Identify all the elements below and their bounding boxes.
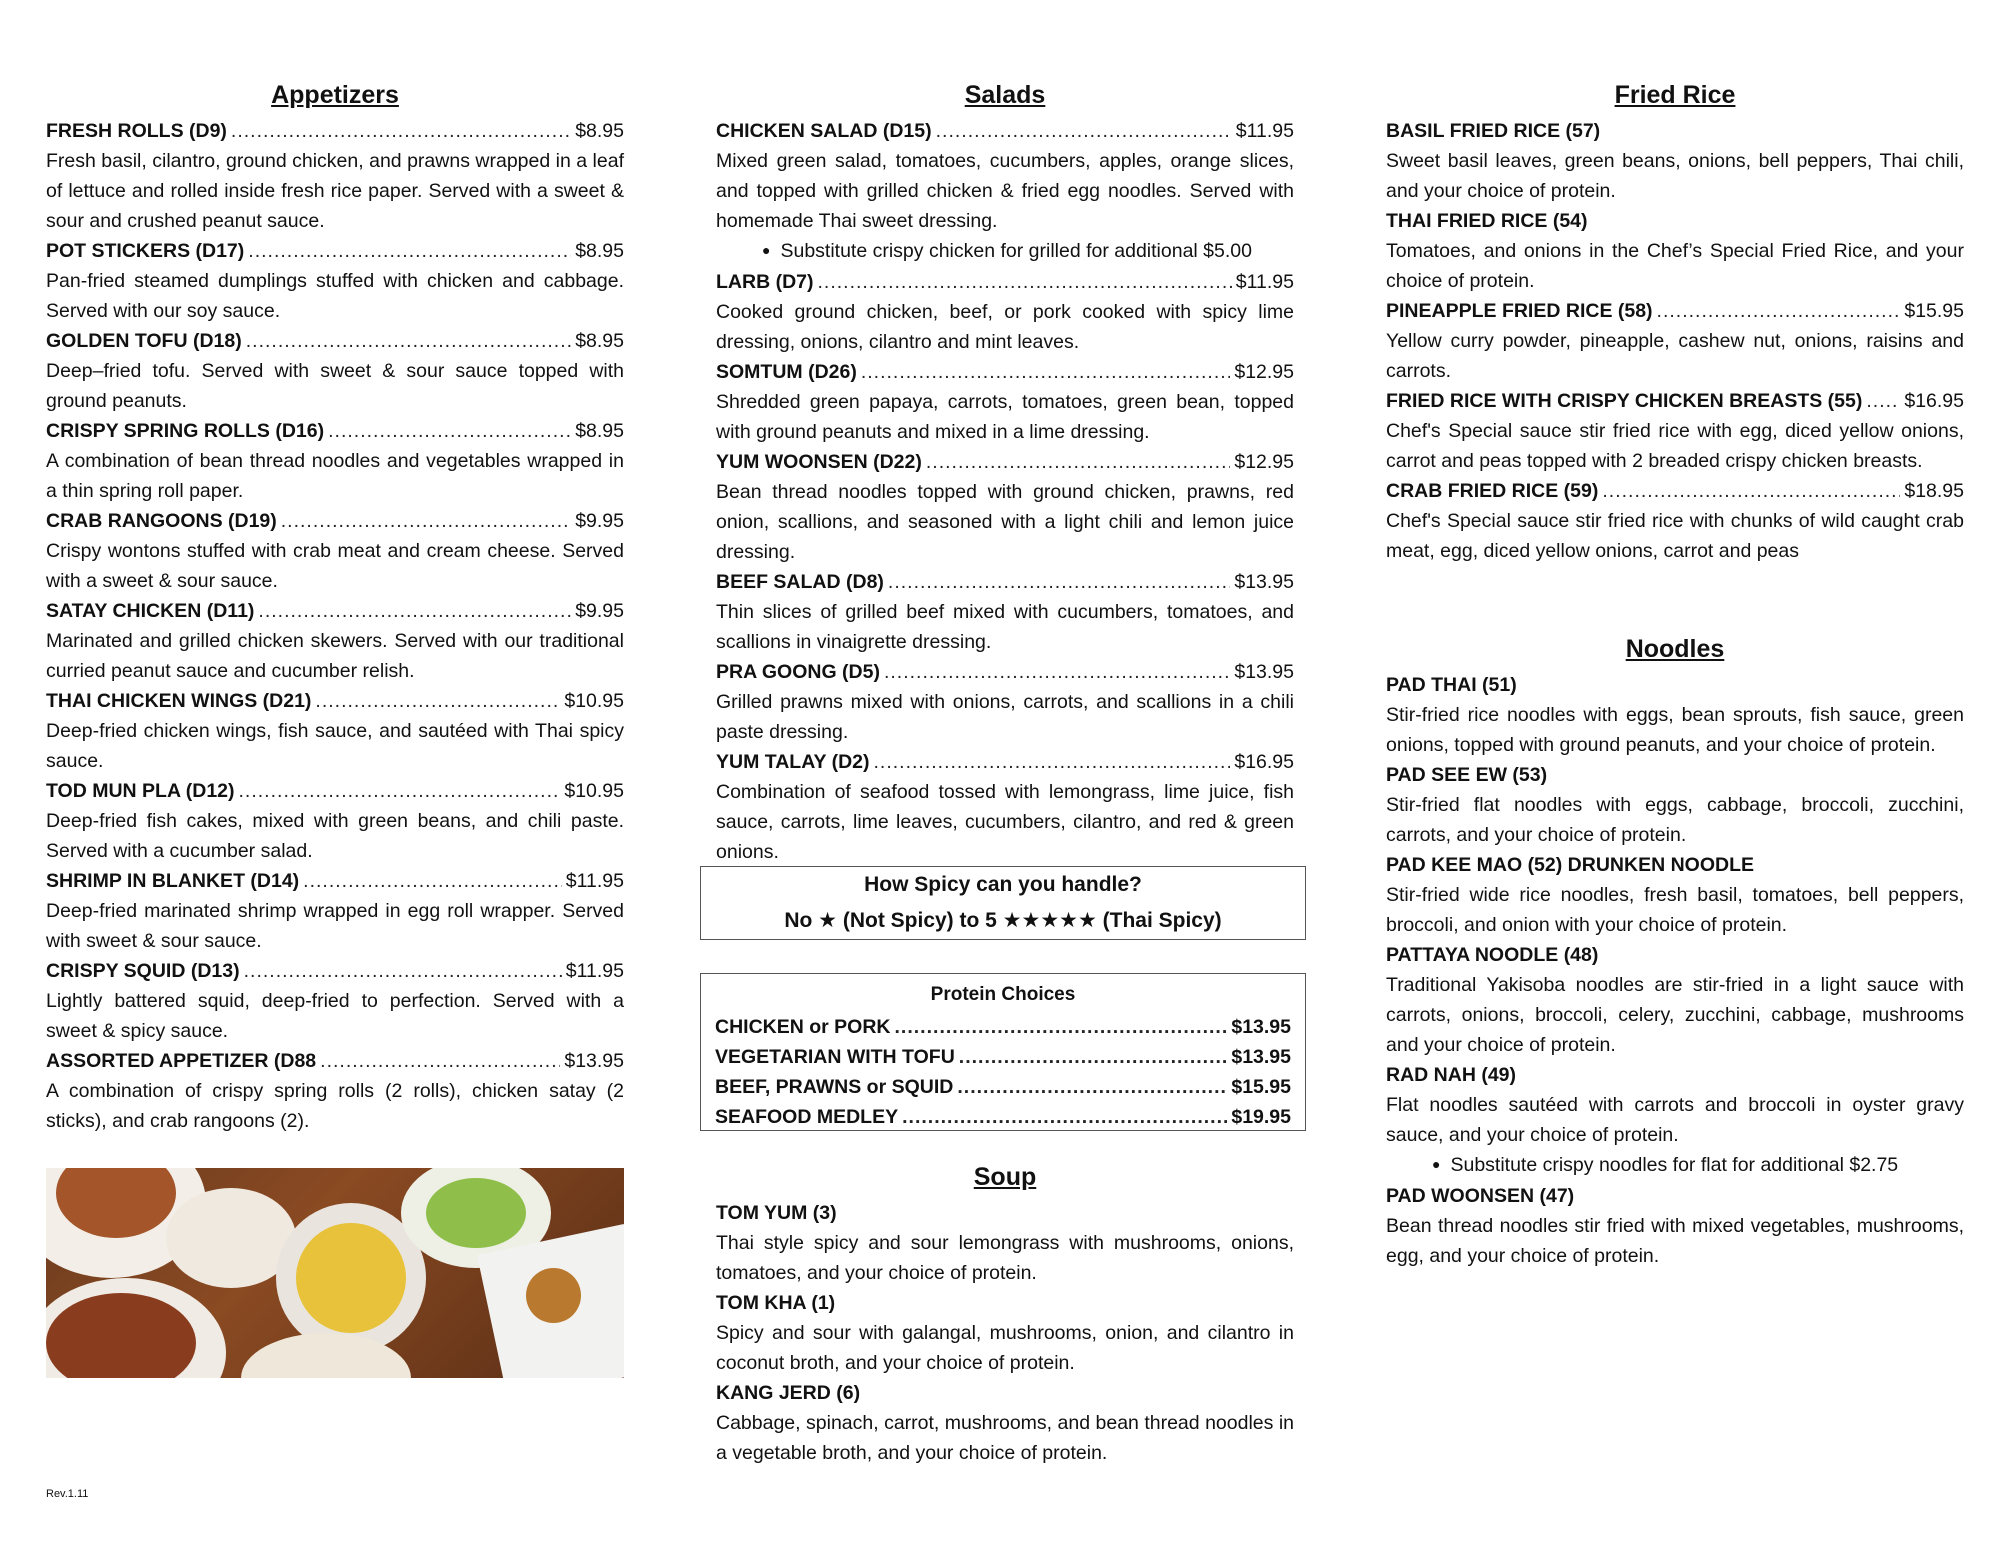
menu-item bbox=[1386, 206, 1964, 296]
menu-item-header bbox=[1386, 116, 1964, 146]
menu-item-header bbox=[46, 1046, 624, 1076]
menu-item-description: Stir-fried wide rice noodles, fresh basil, tomatoes, bell peppers, broccoli, and onion with your choice of protein. bbox=[1386, 884, 1964, 936]
menu-item-description: Deep-fried fish cakes, mixed with green beans, and chili paste. Served with a cucumber salad. bbox=[46, 810, 624, 862]
menu-item-description: Mixed green salad, tomatoes, cucumbers, apples, orange slices, and topped with grilled chicken & fried egg noodles. Served with homemade Thai sweet dressing. bbox=[716, 150, 1294, 232]
dot-leader bbox=[248, 236, 571, 266]
menu-item-name: PAD WOONSEN (47) bbox=[1386, 1185, 1575, 1207]
menu-item-header bbox=[716, 1378, 1294, 1408]
dot-leader bbox=[328, 416, 571, 446]
dot-leader bbox=[281, 506, 571, 536]
menu-item-name: BEEF SALAD (D8) bbox=[716, 571, 884, 593]
menu-item bbox=[46, 326, 624, 416]
menu-item bbox=[46, 506, 624, 596]
menu-item-name: PINEAPPLE FRIED RICE (58) bbox=[1386, 300, 1653, 322]
dot-leader bbox=[926, 447, 1230, 477]
menu-item-description: Bean thread noodles stir fried with mixed vegetables, mushrooms, egg, and your choice of protein. bbox=[1386, 1215, 1964, 1267]
dot-leader bbox=[818, 267, 1232, 297]
menu-item-description: Cabbage, spinach, carrot, mushrooms, and bean thread noodles in a vegetable broth, and your choice of protein. bbox=[716, 1412, 1294, 1464]
menu-item-description: Traditional Yakisoba noodles are stir-fried in a light sauce with carrots, onions, broccoli, celery, zucchini, cabbage, mushrooms and your choice of protein. bbox=[1386, 974, 1964, 1056]
dot-leader bbox=[957, 1072, 1227, 1102]
soup-list bbox=[716, 1198, 1294, 1468]
menu-item-price: $12.95 bbox=[1234, 361, 1294, 383]
menu-item-price: $12.95 bbox=[1234, 451, 1294, 473]
menu-item bbox=[716, 1288, 1294, 1378]
menu-item-header bbox=[1386, 476, 1964, 506]
spicy-scale: No ★ (Not Spicy) to 5 ★★★★★ (Thai Spicy) bbox=[784, 909, 1222, 932]
menu-item bbox=[1386, 1181, 1964, 1271]
menu-item-name: BASIL FRIED RICE (57) bbox=[1386, 120, 1601, 142]
menu-item-description: Deep–fried tofu. Served with sweet & sour sauce topped with ground peanuts. bbox=[46, 360, 624, 412]
menu-item-name: LARB (D7) bbox=[716, 271, 814, 293]
fried-rice-title: Fried Rice bbox=[1614, 81, 1736, 109]
menu-item-name: PAD KEE MAO (52) DRUNKEN NOODLE bbox=[1386, 854, 1754, 876]
menu-item-description: Fresh basil, cilantro, ground chicken, and prawns wrapped in a leaf of lettuce and rolled inside fresh rice paper. Served with a sweet & sour and crushed peanut sauce. bbox=[46, 150, 624, 232]
menu-item bbox=[1386, 940, 1964, 1060]
menu-item bbox=[716, 657, 1294, 747]
menu-item-name: FRESH ROLLS (D9) bbox=[46, 120, 227, 142]
protein-choice-price: $13.95 bbox=[1231, 1016, 1291, 1038]
menu-item-name: SHRIMP IN BLANKET (D14) bbox=[46, 870, 300, 892]
spicy-level-box bbox=[700, 866, 1306, 940]
menu-item-price: $18.95 bbox=[1904, 480, 1964, 502]
menu-item bbox=[1386, 116, 1964, 206]
menu-item bbox=[46, 686, 624, 776]
menu-item-price: $13.95 bbox=[564, 1050, 624, 1072]
protein-choices-title: Protein Choices bbox=[930, 984, 1076, 1005]
menu-item-header bbox=[1386, 386, 1964, 416]
menu-item bbox=[716, 1378, 1294, 1468]
menu-item-header bbox=[716, 747, 1294, 777]
protein-choice-name: VEGETARIAN WITH TOFU bbox=[715, 1046, 955, 1068]
menu-item-price: $9.95 bbox=[575, 510, 624, 532]
protein-list bbox=[715, 1012, 1291, 1132]
menu-item-name: PAD SEE EW (53) bbox=[1386, 764, 1548, 786]
protein-choice-name: SEAFOOD MEDLEY bbox=[715, 1106, 899, 1128]
dot-leader bbox=[231, 116, 571, 146]
menu-item-description: Deep-fried marinated shrimp wrapped in egg roll wrapper. Served with sweet & sour sauce. bbox=[46, 900, 624, 952]
menu-item-description: Lightly battered squid, deep-fried to perfection. Served with a sweet & spicy sauce. bbox=[46, 990, 624, 1042]
menu-item-name: PRA GOONG (D5) bbox=[716, 661, 880, 683]
menu-item-description: Flat noodles sautéed with carrots and broccoli in oyster gravy sauce, and your choice of protein. bbox=[1386, 1094, 1964, 1146]
menu-item-price: $13.95 bbox=[1234, 661, 1294, 683]
dot-leader bbox=[888, 567, 1230, 597]
menu-item bbox=[1386, 386, 1964, 476]
menu-item bbox=[716, 747, 1294, 867]
menu-item bbox=[1386, 296, 1964, 386]
dot-leader bbox=[1866, 386, 1900, 416]
menu-item-name: PATTAYA NOODLE (48) bbox=[1386, 944, 1599, 966]
fried-rice-list bbox=[1386, 116, 1964, 566]
menu-item-description: A combination of bean thread noodles and vegetables wrapped in a thin spring roll paper. bbox=[46, 450, 624, 502]
menu-item-description: Yellow curry powder, pineapple, cashew nut, onions, raisins and carrots. bbox=[1386, 330, 1964, 382]
menu-item-price: $15.95 bbox=[1904, 300, 1964, 322]
menu-item-price: $8.95 bbox=[575, 240, 624, 262]
menu-item-description: Shredded green papaya, carrots, tomatoes, green bean, topped with ground peanuts and mixed in a lime dressing. bbox=[716, 391, 1294, 443]
menu-item-name: ASSORTED APPETIZER (D88 bbox=[46, 1050, 317, 1072]
menu-item-price: $8.95 bbox=[575, 120, 624, 142]
menu-item-name: TOM YUM (3) bbox=[716, 1202, 837, 1224]
menu-item-description: Pan-fried steamed dumplings stuffed with chicken and cabbage. Served with our soy sauce. bbox=[46, 270, 624, 322]
menu-item-description: A combination of crispy spring rolls (2 rolls), chicken satay (2 sticks), and crab rangoons (2). bbox=[46, 1080, 624, 1132]
menu-item-description: Spicy and sour with galangal, mushrooms, onion, and cilantro in coconut broth, and your choice of protein. bbox=[716, 1322, 1294, 1374]
menu-item-price: $9.95 bbox=[575, 600, 624, 622]
menu-item-header bbox=[1386, 850, 1964, 880]
menu-item-price: $11.95 bbox=[1235, 120, 1294, 142]
menu-item-header bbox=[716, 1198, 1294, 1228]
menu-item-header bbox=[1386, 940, 1964, 970]
soup-title: Soup bbox=[973, 1163, 1037, 1191]
protein-choice-name: BEEF, PRAWNS or SQUID bbox=[715, 1076, 954, 1098]
menu-item bbox=[1386, 1060, 1964, 1181]
appetizers-list bbox=[46, 116, 624, 1136]
menu-item bbox=[46, 236, 624, 326]
menu-item-name: TOM KHA (1) bbox=[716, 1292, 836, 1314]
menu-item-name: THAI CHICKEN WINGS (D21) bbox=[46, 690, 312, 712]
protein-choice-price: $13.95 bbox=[1231, 1046, 1291, 1068]
fried-rice-section bbox=[1386, 80, 1964, 566]
salads-section bbox=[716, 80, 1294, 867]
salads-list bbox=[716, 116, 1294, 867]
menu-item-name: SATAY CHICKEN (D11) bbox=[46, 600, 255, 622]
menu-item bbox=[46, 416, 624, 506]
dot-leader bbox=[959, 1042, 1228, 1072]
dot-leader bbox=[258, 596, 571, 626]
yellow-curry-image bbox=[296, 1223, 406, 1333]
revision-label: Rev.1.11 bbox=[46, 1488, 89, 1500]
protein-choice-price: $19.95 bbox=[1231, 1106, 1291, 1128]
menu-item-header bbox=[716, 1288, 1294, 1318]
menu-item bbox=[716, 567, 1294, 657]
dot-leader bbox=[320, 1046, 560, 1076]
menu-item-header bbox=[46, 596, 624, 626]
menu-item-description: Sweet basil leaves, green beans, onions, bell peppers, Thai chili, and your choice of protein. bbox=[1386, 150, 1964, 202]
menu-item-header bbox=[1386, 1181, 1964, 1211]
dot-leader bbox=[315, 686, 560, 716]
menu-item-description: Deep-fried chicken wings, fish sauce, and sautéed with Thai spicy sauce. bbox=[46, 720, 624, 772]
dot-leader bbox=[884, 657, 1230, 687]
menu-item bbox=[1386, 850, 1964, 940]
menu-item-name: POT STICKERS (D17) bbox=[46, 240, 245, 262]
menu-item-name: PAD THAI (51) bbox=[1386, 674, 1517, 696]
menu-item-name: GOLDEN TOFU (D18) bbox=[46, 330, 242, 352]
protein-choice-row bbox=[715, 1012, 1291, 1042]
menu-item-price: $13.95 bbox=[1234, 571, 1294, 593]
menu-item-name: CRISPY SPRING ROLLS (D16) bbox=[46, 420, 325, 442]
menu-item-name: THAI FRIED RICE (54) bbox=[1386, 210, 1588, 232]
salads-title: Salads bbox=[964, 81, 1046, 109]
protein-choice-row bbox=[715, 1042, 1291, 1072]
menu-item-price: $8.95 bbox=[575, 420, 624, 442]
menu-item-header bbox=[716, 357, 1294, 387]
menu-item bbox=[46, 776, 624, 866]
dot-leader bbox=[239, 776, 561, 806]
dot-leader bbox=[244, 956, 562, 986]
dot-leader bbox=[303, 866, 562, 896]
menu-item bbox=[716, 116, 1294, 267]
noodles-title: Noodles bbox=[1625, 635, 1725, 663]
menu-item-description: Thin slices of grilled beef mixed with cucumbers, tomatoes, and scallions in vinaigrette dressing. bbox=[716, 601, 1294, 653]
menu-item-header bbox=[1386, 670, 1964, 700]
menu-item-header bbox=[46, 506, 624, 536]
menu-item-header bbox=[1386, 296, 1964, 326]
dot-leader bbox=[902, 1102, 1227, 1132]
menu-item bbox=[716, 267, 1294, 357]
menu-item-description: Tomatoes, and onions in the Chef’s Special Fried Rice, and your choice of protein. bbox=[1386, 240, 1964, 292]
menu-item-header bbox=[1386, 1060, 1964, 1090]
menu-item-description: Crispy wontons stuffed with crab meat and cream cheese. Served with a sweet & sour sauce. bbox=[46, 540, 624, 592]
menu-item-description: Chef's Special sauce stir fried rice with chunks of wild caught crab meat, egg, diced yellow onions, carrot and peas bbox=[1386, 510, 1964, 562]
menu-item-description: Stir-fried flat noodles with eggs, cabbage, broccoli, zucchini, carrots, and your choice of protein. bbox=[1386, 794, 1964, 846]
menu-item bbox=[716, 1198, 1294, 1288]
menu-item-name: YUM WOONSEN (D22) bbox=[716, 451, 922, 473]
menu-item-description: Bean thread noodles topped with ground chicken, prawns, red onion, scallions, and seasoned with a light chili and lemon juice dressing. bbox=[716, 481, 1294, 563]
menu-item-header bbox=[46, 776, 624, 806]
menu-item-note: ● Substitute crispy noodles for flat for additional $2.75 bbox=[1386, 1150, 1964, 1181]
dot-leader bbox=[936, 116, 1232, 146]
menu-item bbox=[46, 956, 624, 1046]
salad-greens-image bbox=[426, 1178, 526, 1248]
menu-item-header bbox=[46, 956, 624, 986]
appetizers-title: Appetizers bbox=[271, 81, 399, 109]
noodles-section bbox=[1386, 634, 1964, 1271]
appetizers-section bbox=[46, 80, 624, 1136]
menu-item-header bbox=[716, 567, 1294, 597]
menu-item-name: CRISPY SQUID (D13) bbox=[46, 960, 240, 982]
menu-item-note: ● Substitute crispy chicken for grilled for additional $5.00 bbox=[716, 236, 1294, 267]
menu-item-price: $16.95 bbox=[1234, 751, 1294, 773]
menu-item-description: Marinated and grilled chicken skewers. Served with our traditional curried peanut sauce and cucumber relish. bbox=[46, 630, 624, 682]
menu-item-header bbox=[1386, 206, 1964, 236]
menu-item-description: Grilled prawns mixed with onions, carrots, and scallions in a chili paste dressing. bbox=[716, 691, 1294, 743]
dot-leader bbox=[861, 357, 1231, 387]
dot-leader bbox=[1602, 476, 1900, 506]
menu-item-description: Cooked ground chicken, beef, or pork cooked with spicy lime dressing, onions, cilantro and mint leaves. bbox=[716, 301, 1294, 353]
menu-item-description: Combination of seafood tossed with lemongrass, lime juice, fish sauce, carrots, lime leaves, cucumbers, cilantro, and red & green onions. bbox=[716, 781, 1294, 863]
spicy-question: How Spicy can you handle? bbox=[864, 873, 1142, 896]
menu-item-header bbox=[716, 116, 1294, 146]
protein-choice-row bbox=[715, 1072, 1291, 1102]
noodles-list bbox=[1386, 670, 1964, 1271]
dot-leader bbox=[246, 326, 571, 356]
menu-item-description: Chef's Special sauce stir fried rice with egg, diced yellow onions, carrot and peas topped with 2 breaded crispy chicken breasts. bbox=[1386, 420, 1964, 472]
menu-item-name: FRIED RICE WITH CRISPY CHICKEN BREASTS (55) bbox=[1386, 390, 1863, 412]
menu-item-price: $11.95 bbox=[565, 960, 624, 982]
menu-item-header bbox=[46, 686, 624, 716]
menu-item-price: $10.95 bbox=[564, 780, 624, 802]
menu-item-description: Thai style spicy and sour lemongrass with mushrooms, onions, tomatoes, and your choice of protein. bbox=[716, 1232, 1294, 1284]
menu-item-header bbox=[716, 657, 1294, 687]
protein-choice-name: CHICKEN or PORK bbox=[715, 1016, 891, 1038]
menu-item-price: $11.95 bbox=[1235, 271, 1294, 293]
menu-item bbox=[46, 116, 624, 236]
menu-item-name: YUM TALAY (D2) bbox=[716, 751, 870, 773]
menu-item-price: $8.95 bbox=[575, 330, 624, 352]
dot-leader bbox=[895, 1012, 1228, 1042]
menu-item-name: SOMTUM (D26) bbox=[716, 361, 857, 383]
dipping-sauce-image bbox=[526, 1268, 581, 1323]
dot-leader bbox=[1657, 296, 1901, 326]
menu-item-header bbox=[46, 116, 624, 146]
protein-choice-price: $15.95 bbox=[1231, 1076, 1291, 1098]
menu-item bbox=[716, 447, 1294, 567]
menu-item-header bbox=[46, 866, 624, 896]
menu-item bbox=[1386, 670, 1964, 760]
menu-item bbox=[46, 596, 624, 686]
menu-item-header bbox=[716, 447, 1294, 477]
menu-item-name: CRAB FRIED RICE (59) bbox=[1386, 480, 1599, 502]
menu-item bbox=[46, 1046, 624, 1136]
menu-item-name: TOD MUN PLA (D12) bbox=[46, 780, 235, 802]
protein-choice-row bbox=[715, 1102, 1291, 1132]
menu-item-name: RAD NAH (49) bbox=[1386, 1064, 1517, 1086]
menu-item bbox=[1386, 476, 1964, 566]
menu-item-price: $16.95 bbox=[1904, 390, 1964, 412]
menu-item-header bbox=[716, 267, 1294, 297]
menu-item-header bbox=[46, 326, 624, 356]
menu-item-price: $11.95 bbox=[565, 870, 624, 892]
menu-item-header bbox=[1386, 760, 1964, 790]
protein-choices-box bbox=[700, 973, 1306, 1131]
menu-item bbox=[716, 357, 1294, 447]
menu-item-name: CRAB RANGOONS (D19) bbox=[46, 510, 277, 532]
menu-item bbox=[46, 866, 624, 956]
food-photo bbox=[46, 1168, 624, 1378]
soup-section bbox=[716, 1162, 1294, 1468]
menu-item-price: $10.95 bbox=[564, 690, 624, 712]
dot-leader bbox=[874, 747, 1231, 777]
menu-item bbox=[1386, 760, 1964, 850]
menu-item-header bbox=[46, 416, 624, 446]
menu-item-name: CHICKEN SALAD (D15) bbox=[716, 120, 932, 142]
menu-item-description: Stir-fried rice noodles with eggs, bean sprouts, fish sauce, green onions, topped with ground peanuts, and your choice of protein. bbox=[1386, 704, 1964, 756]
menu-item-name: KANG JERD (6) bbox=[716, 1382, 861, 1404]
menu-item-header bbox=[46, 236, 624, 266]
